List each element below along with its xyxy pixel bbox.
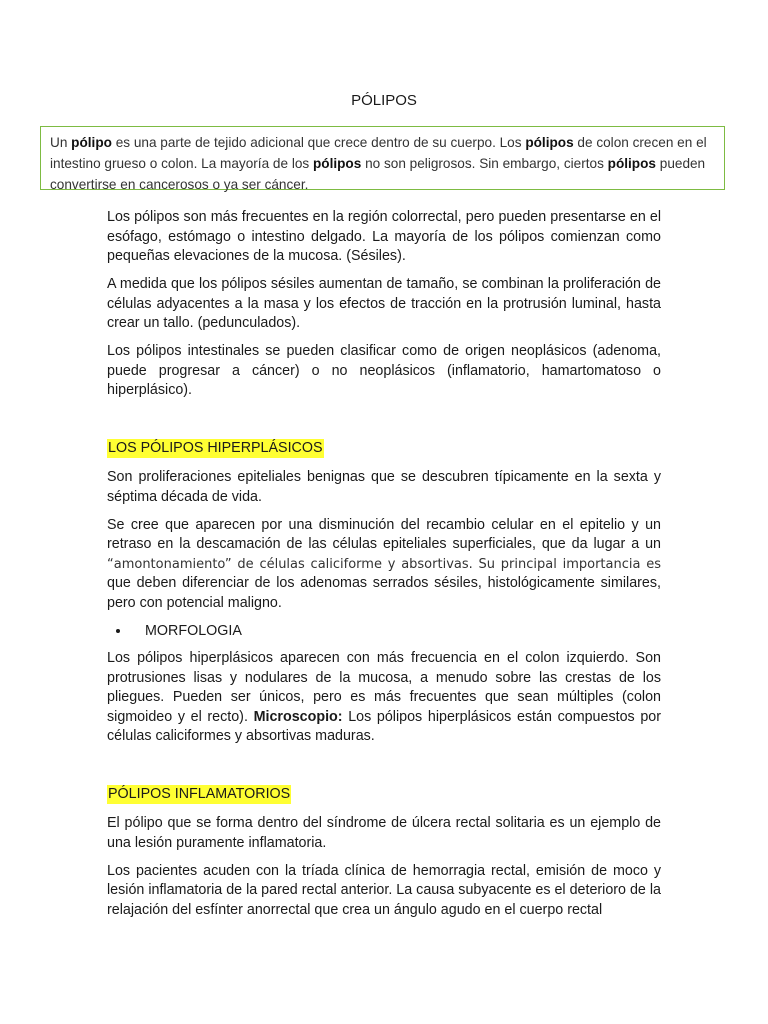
section-heading-wrap xyxy=(107,785,661,805)
hiperplasicos-paragraph-1: Son proliferaciones epiteliales benignas que se descubren típicamente en la sexta y séptima década de vida. xyxy=(107,469,661,505)
box-text: pueden convertirse en cancerosos o ya ser cáncer. xyxy=(50,156,706,192)
hiperplasicos-paragraph-3 xyxy=(107,649,661,747)
inflamatorios-paragraph-1: El pólipo que se forma dentro del síndrome de úlcera rectal solitaria es un ejemplo de una lesión puramente inflamatoria. xyxy=(107,815,661,851)
box-bold-term: pólipos xyxy=(607,156,656,171)
section-heading-wrap xyxy=(107,439,661,459)
box-text: no son peligrosos. Sin embargo, ciertos xyxy=(361,156,608,171)
definition-box xyxy=(40,126,725,190)
document-body xyxy=(107,208,661,929)
paragraph-text-alt-font: “amontonamiento” de células caliciforme y absortivas. Su principal importancia es xyxy=(107,556,661,572)
section-heading-hiperplasicos: LOS PÓLIPOS HIPERPLÁSICOS xyxy=(107,439,324,459)
paragraph-text: que deben diferenciar de los adenomas serrados sésiles, histológicamente similares, pero con potencial maligno. xyxy=(107,575,661,611)
box-bold-term: pólipos xyxy=(525,135,574,150)
inflamatorios-paragraph-2: Los pacientes acuden con la tríada clínica de hemorragia rectal, emisión de moco y lesión inflamatoria de la pared rectal anterior. La causa subyacente es el deterioro de la relajación del esfínter anorrectal que crea un ángulo agudo en el cuerpo rectal xyxy=(107,862,661,918)
box-text: Un xyxy=(50,135,72,150)
bullet-item-morfologia: • MORFOLOGIA xyxy=(131,622,661,642)
paragraph-text: Los pólipos hiperplásicos aparecen con más frecuencia en el colon izquierdo. Son protrusiones lisas y nodulares de la mucosa, a menudo sobre las crestas de los pliegues. Pueden ser únicos, pero es más frecuentes que sean múltiples (colon sigmoideo y el recto). xyxy=(107,650,661,725)
box-text: de colon crecen en el intestino grueso o colon. La mayoría de los xyxy=(50,135,707,171)
bullet-list xyxy=(107,622,661,642)
intro-paragraph-1: Los pólipos son más frecuentes en la región colorrectal, pero pueden presentarse en el esófago, estómago o intestino delgado. La mayoría de los pólipos comienzan como pequeñas elevaciones de la mucosa. (Sésiles). xyxy=(107,209,661,264)
section-heading-inflamatorios: PÓLIPOS INFLAMATORIOS xyxy=(107,785,291,805)
page-title: PÓLIPOS xyxy=(351,92,417,109)
hiperplasicos-paragraph-2 xyxy=(107,516,661,614)
intro-paragraph-2: A medida que los pólipos sésiles aumentan de tamaño, se combinan la proliferación de células adyacentes a la masa y los efectos de tracción en la protrusión luminal, hasta crear un tallo. (pedunculados). xyxy=(107,276,661,331)
intro-paragraph-3: Los pólipos intestinales se pueden clasificar como de origen neoplásicos (adenoma, puede progresar a cáncer) o no neoplásicos (inflamatorio, hamartomatoso o hiperplásico). xyxy=(107,343,661,398)
box-text: es una parte de tejido adicional que crece dentro de su cuerpo. Los xyxy=(111,135,526,150)
bold-label-microscopio: Microscopio: xyxy=(253,708,343,725)
box-bold-term: pólipos xyxy=(312,156,362,171)
box-bold-term: pólipo xyxy=(71,135,112,150)
paragraph-text: Los pólipos hiperplásicos están compuestos por células caliciformes y absortivas maduras. xyxy=(107,708,661,744)
paragraph-text: Se cree que aparecen por una disminución del recambio celular en el epitelio y un retraso en la descamación de las células epiteliales superficiales, que da lugar a un xyxy=(107,516,661,552)
